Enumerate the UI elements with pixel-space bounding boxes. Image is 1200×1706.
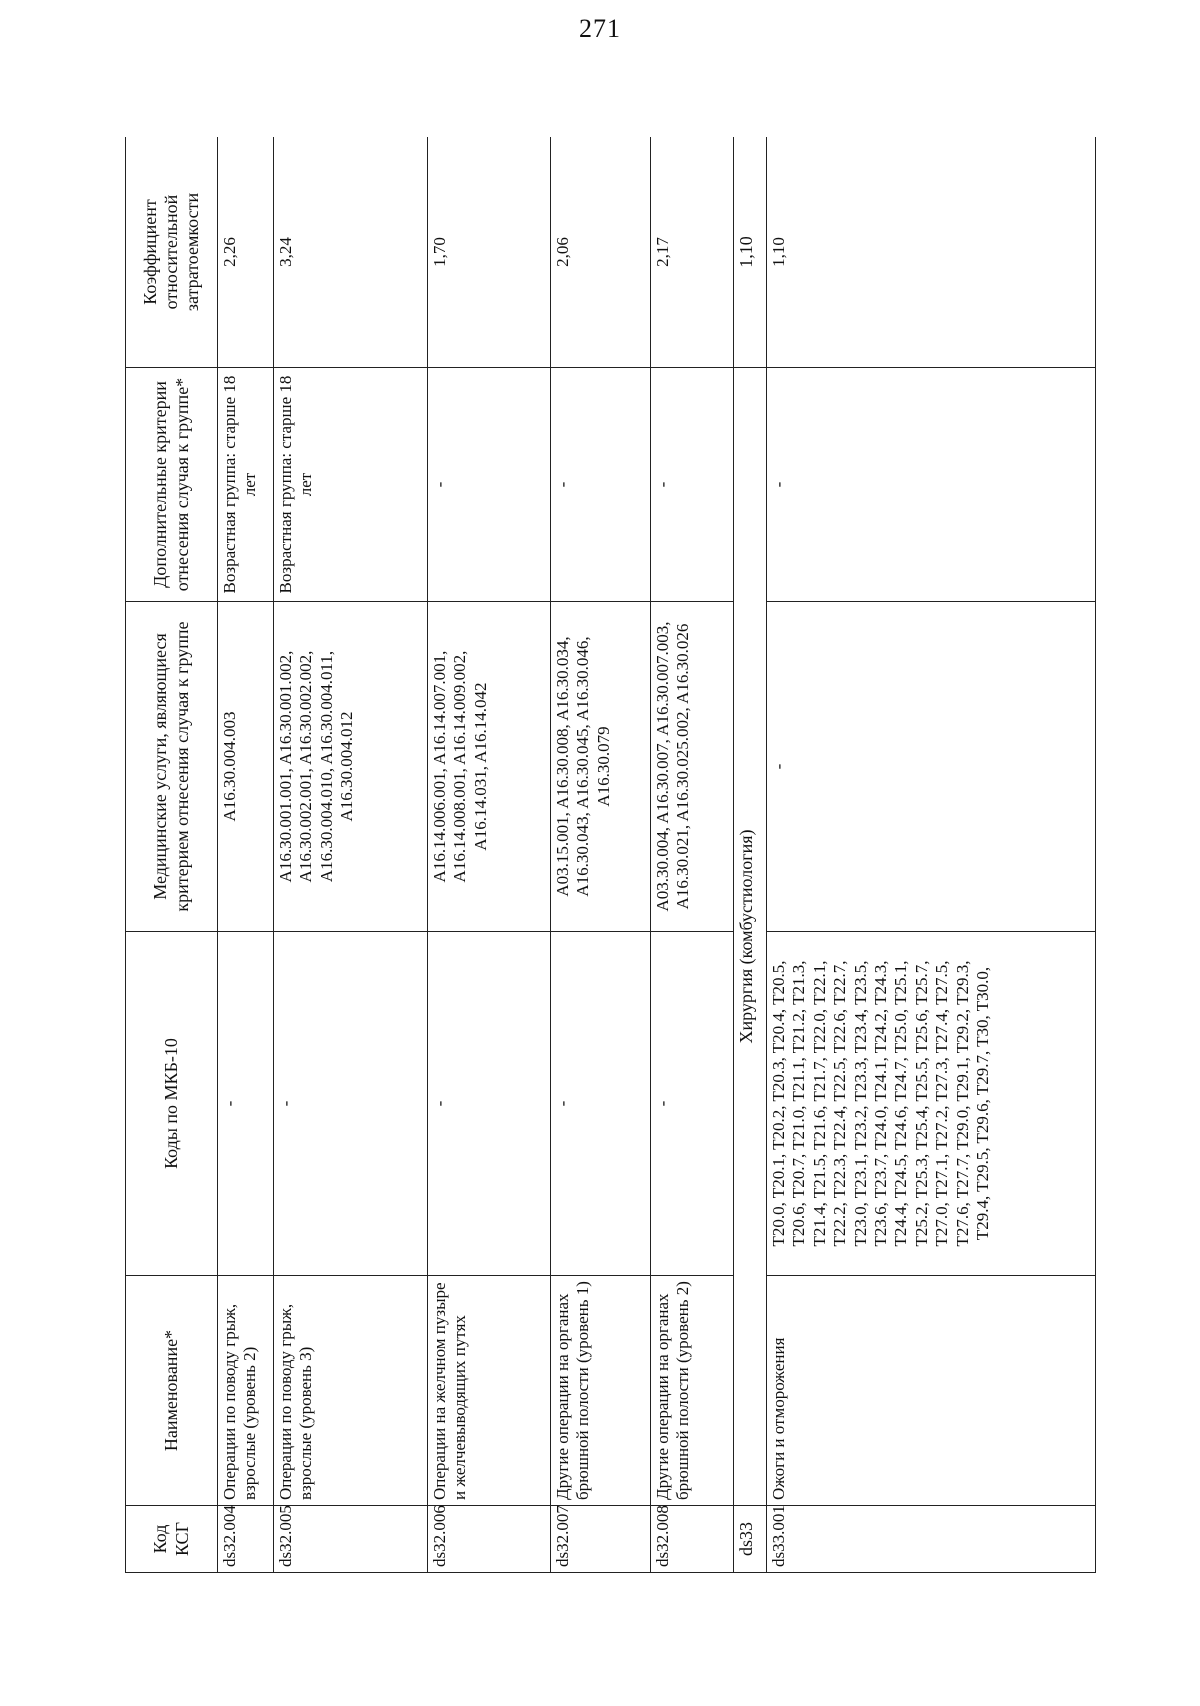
section-title: Хирургия (комбустиология) <box>734 368 767 1506</box>
row-coef: 3,24 <box>274 137 428 368</box>
row-coef: 1,10 <box>767 137 1096 368</box>
table-row <box>651 137 734 1573</box>
row-services: A16.30.004.003 <box>218 602 274 932</box>
table-row <box>274 137 428 1573</box>
row-name: Операции на желчном пузыре и желчевыводящих путях <box>428 1276 551 1506</box>
row-coef: 1,70 <box>428 137 551 368</box>
row-mkb: - <box>218 932 274 1276</box>
row-criteria: Возрастная группа: старше 18 лет <box>274 368 428 602</box>
rotated-table-container <box>125 137 1097 1573</box>
row-code: ds32.006 <box>428 1506 551 1573</box>
row-services: A16.14.006.001, A16.14.007.001, A16.14.008.001, A16.14.009.002, A16.14.031, A16.14.042 <box>428 602 551 932</box>
row-code: ds32.007 <box>551 1506 651 1573</box>
section-row <box>734 137 767 1573</box>
row-name: Ожоги и отморожения <box>767 1276 1096 1506</box>
row-mkb: - <box>551 932 651 1276</box>
row-name: Другие операции на органах брюшной полости (уровень 1) <box>551 1276 651 1506</box>
table-viewport <box>125 137 1097 1573</box>
row-code: ds32.008 <box>651 1506 734 1573</box>
row-criteria: - <box>428 368 551 602</box>
row-criteria: Возрастная группа: старше 18 лет <box>218 368 274 602</box>
table-row <box>767 137 1096 1573</box>
ksg-table <box>125 137 1096 1573</box>
row-mkb: - <box>651 932 734 1276</box>
table-header-row <box>126 137 218 1573</box>
row-services: A03.30.004, A16.30.007, A16.30.007.003, A16.30.021, A16.30.025.002, A16.30.026 <box>651 602 734 932</box>
row-name: Операции по поводу грыж, взрослые (уровень 3) <box>274 1276 428 1506</box>
row-services: - <box>767 602 1096 932</box>
table-row <box>428 137 551 1573</box>
header-name: Наименование* <box>126 1276 218 1506</box>
row-services: A16.30.001.001, A16.30.001.002, A16.30.002.001, A16.30.002.002, A16.30.004.010, A16.30.004.011, A16.30.004.012 <box>274 602 428 932</box>
table-row <box>218 137 274 1573</box>
row-mkb: - <box>274 932 428 1276</box>
row-code: ds33.001 <box>767 1506 1096 1573</box>
row-code: ds32.005 <box>274 1506 428 1573</box>
header-code: Код КСГ <box>126 1506 218 1573</box>
row-criteria: - <box>651 368 734 602</box>
row-code: ds32.004 <box>218 1506 274 1573</box>
section-code: ds33 <box>734 1506 767 1573</box>
header-criteria: Дополнительные критерии отнесения случая к группе* <box>126 368 218 602</box>
row-mkb: - <box>428 932 551 1276</box>
section-coef: 1,10 <box>734 137 767 368</box>
row-name: Операции по поводу грыж, взрослые (уровень 2) <box>218 1276 274 1506</box>
table-row <box>551 137 651 1573</box>
row-criteria: - <box>767 368 1096 602</box>
row-services: A03.15.001, A16.30.008, A16.30.034, A16.30.043, A16.30.045, A16.30.046, A16.30.079 <box>551 602 651 932</box>
row-mkb: T20.0, T20.1, T20.2, T20.3, T20.4, T20.5, T20.6, T20.7, T21.0, T21.1, T21.2, T21.3, T21.4, T21.5, T21.6, T21.7, T22.0, T22.1, T22.2, T22.3, T22.4, T22.5, T22.6, T22.7, T23.0, T23.1, T23.2, T23.3, T23.4, T23.5, T23.6, T23.7, T24.0, T24.1, T24.2, T24.3, T24.4, T24.5, T24.6, T24.7, T25.0, T25.1, T25.2, T25.3, T25.4, T25.5, T25.6, T25.7, T27.0, T27.1, T27.2, T27.3, T27.4, T27.5, T27.6, T27.7, T29.0, T29.1, T29.2, T29.3, T29.4, T29.5, T29.6, T29.7, T30, T30.0, <box>767 932 1096 1276</box>
row-coef: 2,17 <box>651 137 734 368</box>
header-services: Медицинские услуги, являющиеся критерием отнесения случая к группе <box>126 602 218 932</box>
header-mkb: Коды по МКБ-10 <box>126 932 218 1276</box>
row-criteria: - <box>551 368 651 602</box>
header-coef: Коэффициент относительной затратоемкости <box>126 137 218 368</box>
row-coef: 2,26 <box>218 137 274 368</box>
row-name: Другие операции на органах брюшной полости (уровень 2) <box>651 1276 734 1506</box>
page-number: 271 <box>579 14 621 43</box>
row-coef: 2,06 <box>551 137 651 368</box>
